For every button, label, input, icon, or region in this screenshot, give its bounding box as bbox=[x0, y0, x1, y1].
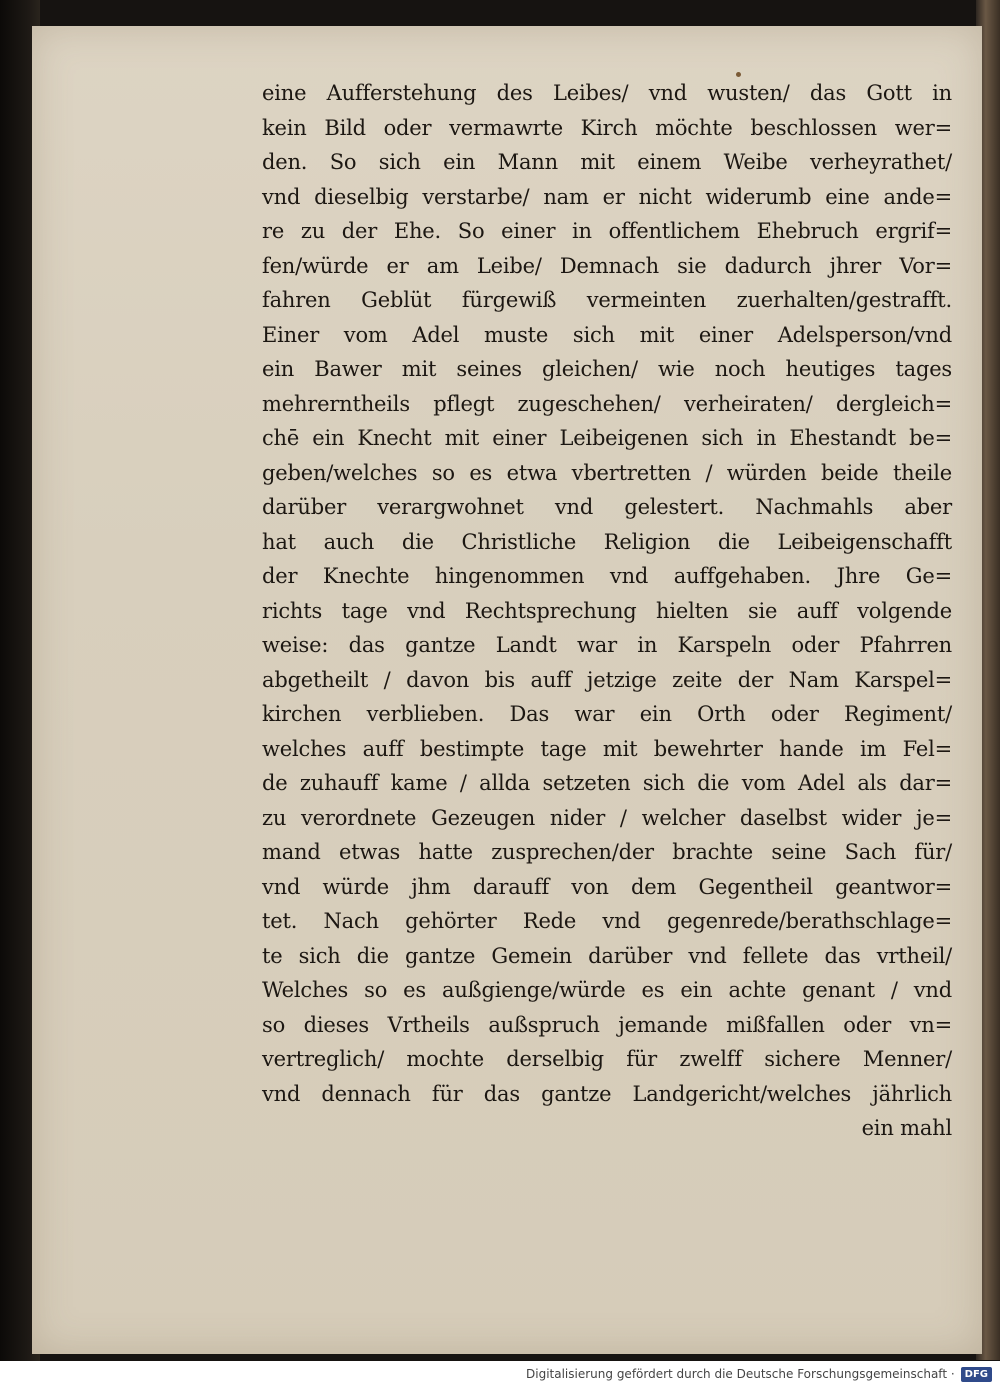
text-line: mehrerntheils pflegt zugeschehen/ verheiraten/ dergleich= bbox=[262, 391, 952, 416]
text-line: tet. Nach gehörter Rede vnd gegenrede/berathschlage= bbox=[262, 909, 952, 933]
text-line: fahren Geblüt fürgewiß vermeinten zuerhalten/gestrafft. bbox=[262, 288, 952, 312]
footer-credit: Digitalisierung gefördert durch die Deutsche Forschungsgemeinschaft · bbox=[526, 1367, 955, 1381]
text-line: eine Aufferstehung des Leibes/ vnd wusten/ das Gott in bbox=[262, 81, 952, 105]
dfg-logo[interactable]: DFG bbox=[961, 1367, 992, 1382]
text-line: der Knechte hingenommen vnd auffgehaben. Jhre Ge= bbox=[262, 564, 952, 588]
text-line: te sich die gantze Gemein darüber vnd fellete das vrtheil/ bbox=[262, 943, 952, 968]
text-line: darüber verargwohnet vnd gelestert. Nachmahls aber bbox=[262, 495, 952, 519]
catchword: ein mahl bbox=[861, 1116, 952, 1140]
text-line: vnd würde jhm darauff von dem Gegentheil geantwor= bbox=[262, 874, 952, 899]
text-line: kirchen verblieben. Das war ein Orth oder Regiment/ bbox=[262, 702, 952, 726]
text-line: de zuhauff kame / allda setzeten sich die vom Adel als dar= bbox=[262, 771, 952, 795]
text-line: vnd dieselbig verstarbe/ nam er nicht widerumb eine ande= bbox=[262, 184, 952, 209]
text-line: welches auff bestimpte tage mit bewehrter hande im Fel= bbox=[262, 736, 952, 761]
text-line: vnd dennach für das gantze Landgericht/welches jährlich bbox=[262, 1081, 952, 1106]
text-line: re zu der Ehe. So einer in offentlichem Ehebruch ergrif= bbox=[262, 219, 952, 243]
text-line: vertreglich/ mochte derselbig für zwelff sichere Menner/ bbox=[262, 1047, 952, 1071]
text-line: fen/würde er am Leibe/ Demnach sie dadurch jhrer Vor= bbox=[262, 253, 952, 278]
footer-bar bbox=[0, 1361, 1000, 1387]
text-line: Welches so es außgienge/würde es ein achte genant / vnd bbox=[262, 978, 952, 1002]
text-line: hat auch die Christliche Religion die Leibeigenschafft bbox=[262, 529, 952, 554]
book-page bbox=[32, 26, 982, 1354]
text-line: ein Bawer mit seines gleichen/ wie noch heutiges tages bbox=[262, 357, 952, 381]
text-block bbox=[262, 76, 952, 1146]
text-line: den. So sich ein Mann mit einem Weibe verheyrathet/ bbox=[262, 150, 952, 174]
text-line: richts tage vnd Rechtsprechung hielten sie auff volgende bbox=[262, 598, 952, 623]
text-line: Einer vom Adel muste sich mit einer Adelsperson/vnd bbox=[262, 322, 952, 347]
text-line: weise: das gantze Landt war in Karspeln oder Pfahrren bbox=[262, 633, 952, 657]
text-line: kein Bild oder vermawrte Kirch möchte beschlossen wer= bbox=[262, 115, 952, 140]
text-line: mand etwas hatte zusprechen/der brachte seine Sach für/ bbox=[262, 840, 952, 864]
text-line: zu verordnete Gezeugen nider / welcher daselbst wider je= bbox=[262, 805, 952, 830]
text-line: abgetheilt / davon bis auff jetzige zeite der Nam Karspel= bbox=[262, 667, 952, 692]
text-line: geben/welches so es etwa vbertretten / würden beide theile bbox=[262, 460, 952, 485]
text-line: chē ein Knecht mit einer Leibeigenen sich in Ehestandt be= bbox=[262, 426, 952, 450]
text-line: so dieses Vrtheils außspruch jemande mißfallen oder vn= bbox=[262, 1012, 952, 1037]
